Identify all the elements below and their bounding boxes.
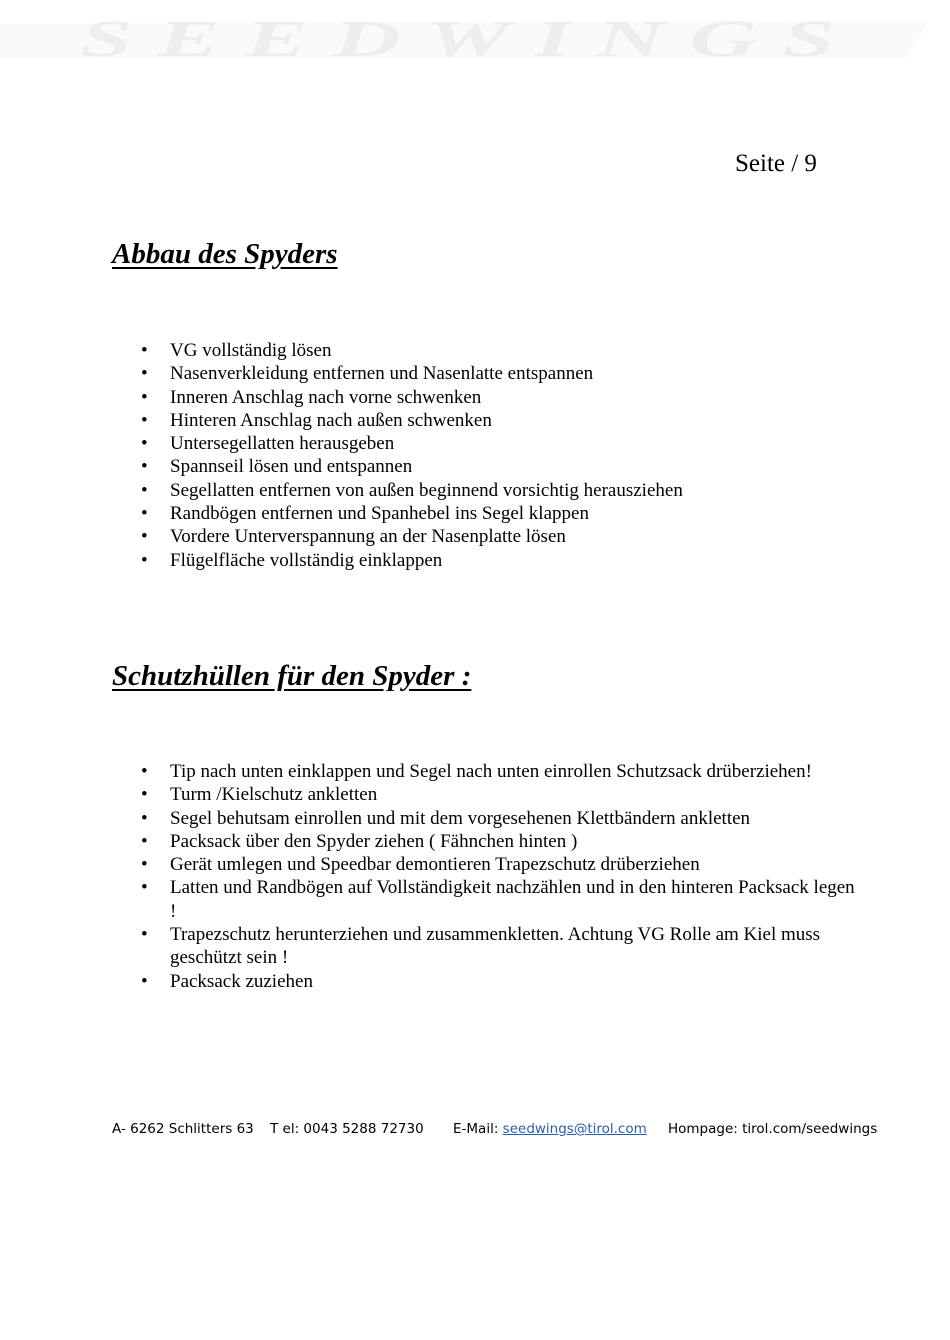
bullet-icon: •	[141, 340, 148, 361]
list-item-text: Tip nach unten einklappen und Segel nach unten einrollen Schutzsack drüberziehen!	[170, 761, 812, 782]
list-item	[135, 525, 855, 548]
bullet-icon: •	[141, 970, 148, 992]
bullet-icon: •	[141, 784, 148, 806]
seedwings-watermark-logo	[0, 18, 950, 62]
bullet-icon: •	[141, 877, 148, 899]
bullet-icon: •	[141, 363, 148, 385]
list-item	[135, 339, 855, 362]
page-number: Seite / 9	[735, 150, 817, 177]
list-item	[135, 760, 855, 783]
list-item-text: Randbögen entfernen und Spanhebel ins Segel klappen	[170, 503, 589, 525]
list-item-text: Segel behutsam einrollen und mit dem vorgesehenen Klettbändern ankletten	[170, 807, 751, 829]
list-item-text: Trapezschutz herunterziehen und zusammenkletten. Achtung VG Rolle am Kiel muss geschützt sein !	[170, 924, 821, 969]
list-item	[135, 409, 855, 432]
list-item-text: Packsack zuziehen	[170, 970, 313, 992]
list-item-text: Hinteren Anschlag nach außen schwenken	[170, 409, 492, 431]
bullet-icon: •	[141, 409, 148, 431]
bullet-icon: •	[141, 549, 148, 571]
list-item	[135, 853, 855, 876]
svg-text:SEEDWINGS: SEEDWINGS	[80, 18, 860, 62]
footer-email-label: E-Mail:	[453, 1121, 503, 1137]
bullet-icon: •	[141, 854, 148, 876]
bullet-icon: •	[141, 503, 148, 525]
bullet-icon: •	[141, 479, 148, 501]
list-item-text: Latten und Randbögen auf Vollständigkeit nachzählen und in den hinteren Packsack legen !	[170, 877, 855, 922]
section-title-schutzhuellen: Schutzhüllen für den Spyder :	[112, 660, 472, 692]
list-item-text: Spannseil lösen und entspannen	[170, 456, 413, 478]
bullet-icon: •	[141, 924, 148, 946]
list-item	[135, 549, 855, 572]
bullet-icon: •	[141, 830, 148, 852]
list-item	[135, 876, 855, 923]
list-item	[135, 923, 855, 970]
list-item	[135, 830, 855, 853]
footer	[112, 1121, 878, 1141]
list-item	[135, 807, 855, 830]
list-item-text: Inneren Anschlag nach vorne schwenken	[170, 386, 482, 408]
bullet-icon: •	[141, 456, 148, 478]
footer-homepage: Hompage: tirol.com/seedwings	[668, 1121, 878, 1137]
footer-email-link[interactable]: seedwings@tirol.com	[502, 1121, 647, 1137]
list-item	[135, 502, 855, 525]
list-item-text: VG vollständig lösen	[170, 340, 332, 361]
list-item-text: Turm /Kielschutz ankletten	[170, 784, 378, 806]
list-abbau-steps	[135, 339, 855, 572]
bullet-icon: •	[141, 433, 148, 455]
list-item-text: Vordere Unterverspannung an der Nasenplatte lösen	[170, 526, 566, 548]
list-item-text: Packsack über den Spyder ziehen ( Fähnchen hinten )	[170, 830, 578, 852]
bullet-icon: •	[141, 761, 148, 782]
list-item	[135, 386, 855, 409]
list-schutzhuellen-steps	[135, 760, 855, 993]
footer-email-block	[453, 1121, 647, 1137]
list-item	[135, 970, 855, 993]
list-item-text: Untersegellatten herausgeben	[170, 433, 395, 455]
list-item-text: Flügelfläche vollständig einklappen	[170, 549, 443, 571]
bullet-icon: •	[141, 526, 148, 548]
footer-address: A- 6262 Schlitters 63	[112, 1121, 254, 1137]
list-item	[135, 783, 855, 806]
list-item	[135, 362, 855, 385]
bullet-icon: •	[141, 807, 148, 829]
list-item	[135, 432, 855, 455]
list-item-text: Segellatten entfernen von außen beginnend vorsichtig herausziehen	[170, 479, 683, 501]
list-item-text: Gerät umlegen und Speedbar demontieren Trapezschutz drüberziehen	[170, 854, 700, 876]
section-title-abbau: Abbau des Spyders	[112, 238, 338, 270]
list-item	[135, 455, 855, 478]
list-item	[135, 479, 855, 502]
bullet-icon: •	[141, 386, 148, 408]
footer-phone: T el: 0043 5288 72730	[270, 1121, 424, 1137]
list-item-text: Nasenverkleidung entfernen und Nasenlatte entspannen	[170, 363, 594, 385]
